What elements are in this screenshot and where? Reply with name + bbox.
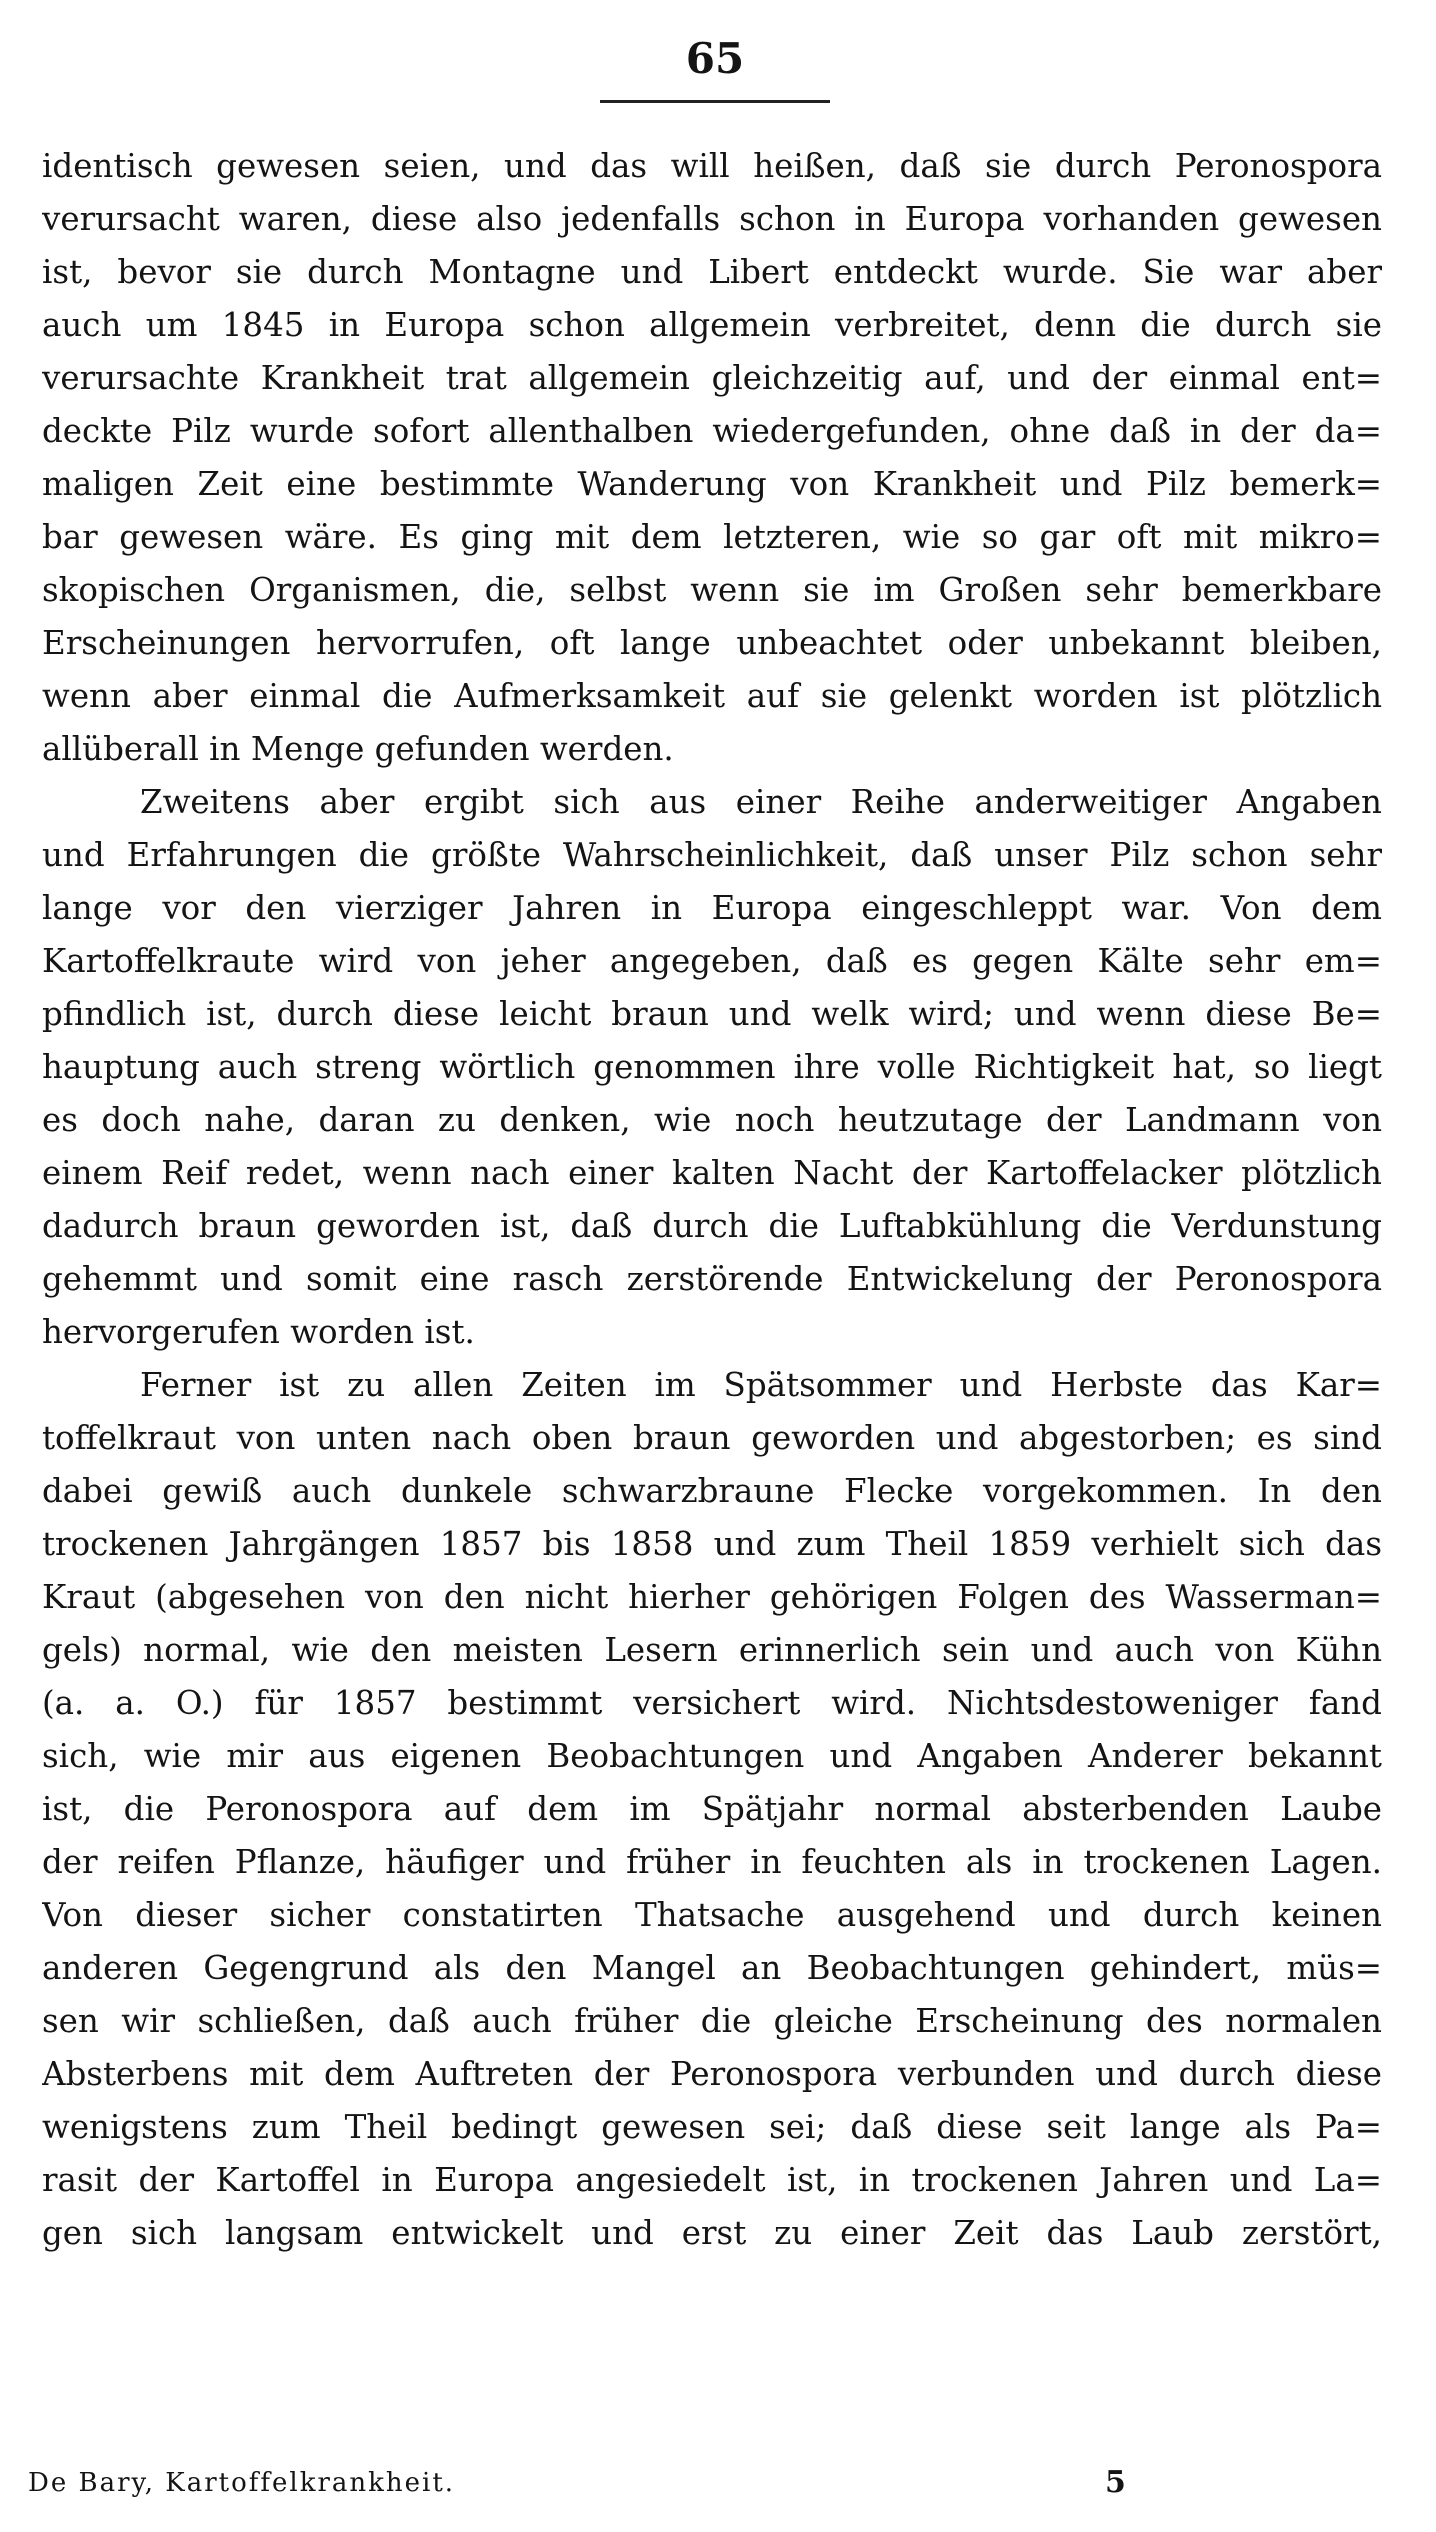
text-line: und Erfahrungen die größte Wahrscheinlichkeit, daß unser Pilz schon sehr	[42, 836, 1382, 874]
text-line: wenn aber einmal die Aufmerksamkeit auf sie gelenkt worden ist plötzlich	[42, 677, 1382, 715]
page-number-rule	[600, 100, 830, 103]
text-line: ist, bevor sie durch Montagne und Libert entdeckt wurde. Sie war aber	[42, 253, 1382, 291]
text-line: der reifen Pflanze, häufiger und früher in feuchten als in trockenen Lagen.	[42, 1843, 1382, 1881]
text-line: Erscheinungen hervorrufen, oft lange unbeachtet oder unbekannt bleiben,	[42, 624, 1382, 662]
text-line: anderen Gegengrund als den Mangel an Beobachtungen gehindert, müs=	[42, 1949, 1382, 1987]
text-line: deckte Pilz wurde sofort allenthalben wiedergefunden, ohne daß in der da=	[42, 412, 1382, 450]
body-text	[42, 140, 1382, 2260]
text-line: pfindlich ist, durch diese leicht braun und welk wird; und wenn diese Be=	[42, 995, 1382, 1033]
text-line: allüberall in Menge gefunden werden.	[42, 730, 674, 768]
text-line: gels) normal, wie den meisten Lesern erinnerlich sein und auch von Kühn	[42, 1631, 1382, 1669]
text-line: Kartoffelkraute wird von jeher angegeben, daß es gegen Kälte sehr em=	[42, 942, 1382, 980]
text-line: Kraut (abgesehen von den nicht hierher gehörigen Folgen des Wasserman=	[42, 1578, 1382, 1616]
text-line: bar gewesen wäre. Es ging mit dem letzteren, wie so gar oft mit mikro=	[42, 518, 1382, 556]
text-line: rasit der Kartoffel in Europa angesiedelt ist, in trockenen Jahren und La=	[42, 2161, 1382, 2199]
text-line: (a. a. O.) für 1857 bestimmt versichert wird. Nichtsdestoweniger fand	[42, 1684, 1382, 1722]
paragraph-first-line: Zweitens aber ergibt sich aus einer Reihe anderweitiger Angaben	[140, 783, 1382, 821]
sheet-number: 5	[1105, 2465, 1126, 2500]
text-line: Absterbens mit dem Auftreten der Peronospora verbunden und durch diese	[42, 2055, 1382, 2093]
text-line: Von dieser sicher constatirten Thatsache ausgehend und durch keinen	[42, 1896, 1382, 1934]
signature-mark: De Bary, Kartoffelkrankheit.	[28, 2468, 456, 2498]
text-line: sen wir schließen, daß auch früher die gleiche Erscheinung des normalen	[42, 2002, 1382, 2040]
text-line: es doch nahe, daran zu denken, wie noch heutzutage der Landmann von	[42, 1101, 1382, 1139]
text-line: maligen Zeit eine bestimmte Wanderung von Krankheit und Pilz bemerk=	[42, 465, 1382, 503]
text-line: lange vor den vierziger Jahren in Europa eingeschleppt war. Von dem	[42, 889, 1382, 927]
text-line: verursachte Krankheit trat allgemein gleichzeitig auf, und der einmal ent=	[42, 359, 1382, 397]
text-line: identisch gewesen seien, und das will heißen, daß sie durch Peronospora	[42, 147, 1382, 185]
text-line: toffelkraut von unten nach oben braun geworden und abgestorben; es sind	[42, 1419, 1382, 1457]
text-line: sich, wie mir aus eigenen Beobachtungen und Angaben Anderer bekannt	[42, 1737, 1382, 1775]
text-line: einem Reif redet, wenn nach einer kalten Nacht der Kartoffelacker plötzlich	[42, 1154, 1382, 1192]
text-line: dadurch braun geworden ist, daß durch die Luftabkühlung die Verdunstung	[42, 1207, 1382, 1245]
page-number: 65	[685, 34, 745, 83]
text-line: gehemmt und somit eine rasch zerstörende Entwickelung der Peronospora	[42, 1260, 1382, 1298]
text-line: auch um 1845 in Europa schon allgemein verbreitet, denn die durch sie	[42, 306, 1382, 344]
text-line: gen sich langsam entwickelt und erst zu einer Zeit das Laub zerstört,	[42, 2214, 1382, 2252]
text-line: verursacht waren, diese also jedenfalls schon in Europa vorhanden gewesen	[42, 200, 1382, 238]
text-line: hervorgerufen worden ist.	[42, 1313, 475, 1351]
text-line: dabei gewiß auch dunkele schwarzbraune Flecke vorgekommen. In den	[42, 1472, 1382, 1510]
text-line: skopischen Organismen, die, selbst wenn sie im Großen sehr bemerkbare	[42, 571, 1382, 609]
text-line: trockenen Jahrgängen 1857 bis 1858 und zum Theil 1859 verhielt sich das	[42, 1525, 1382, 1563]
text-line: hauptung auch streng wörtlich genommen ihre volle Richtigkeit hat, so liegt	[42, 1048, 1382, 1086]
paragraph-first-line: Ferner ist zu allen Zeiten im Spätsommer und Herbste das Kar=	[140, 1366, 1382, 1404]
text-line: wenigstens zum Theil bedingt gewesen sei; daß diese seit lange als Pa=	[42, 2108, 1382, 2146]
text-line: ist, die Peronospora auf dem im Spätjahr normal absterbenden Laube	[42, 1790, 1382, 1828]
